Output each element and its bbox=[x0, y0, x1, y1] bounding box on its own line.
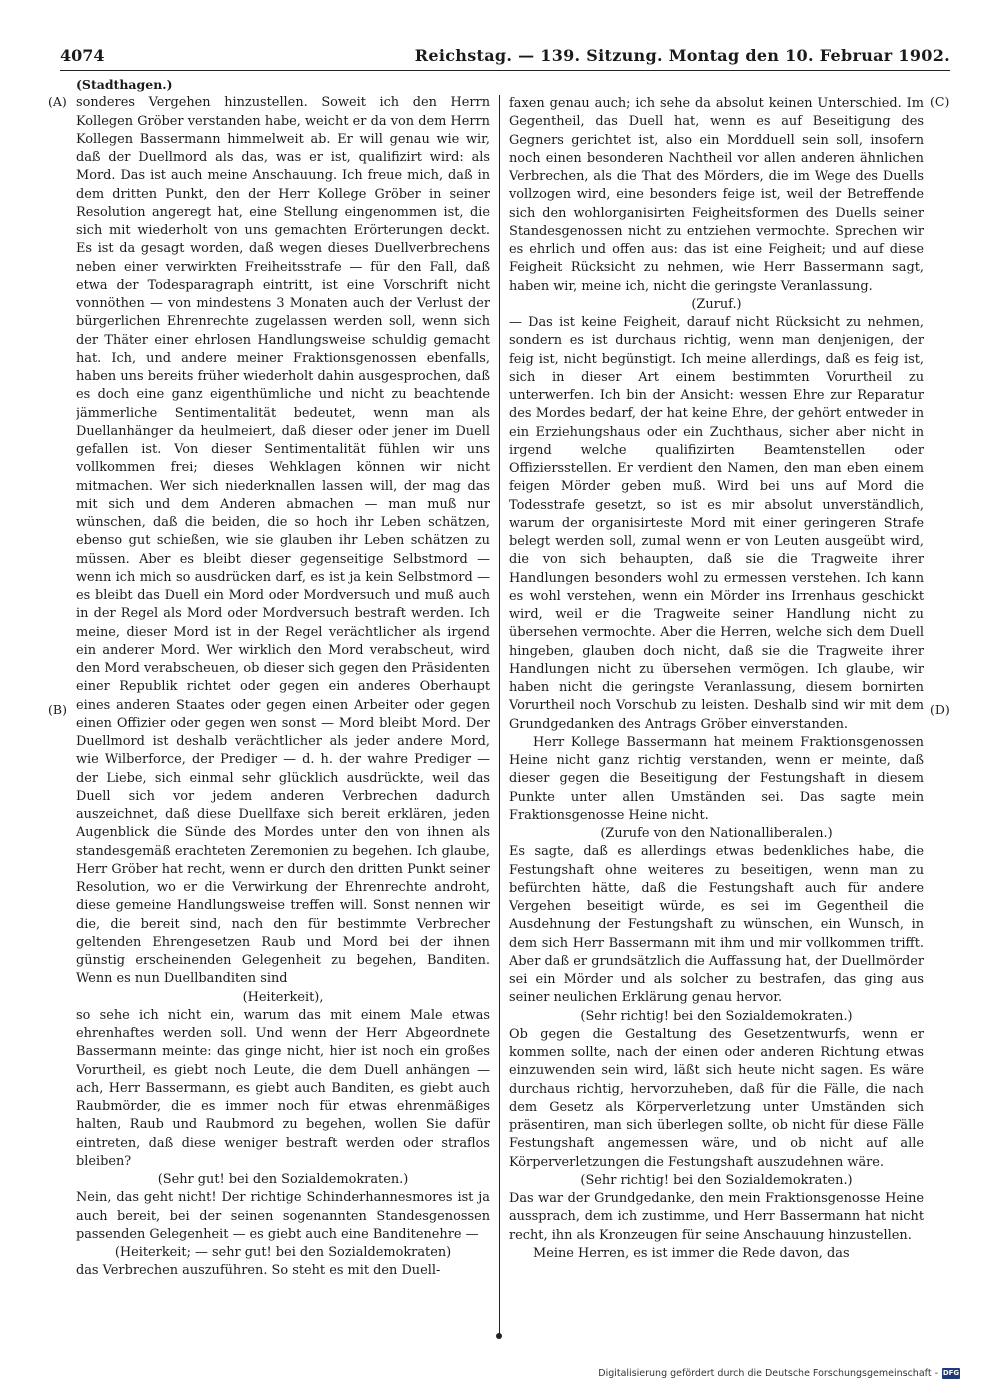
interjection: (Zurufe von den Nationalliberalen.) bbox=[600, 826, 833, 841]
paragraph: Das war der Grundgedanke, den mein Fraktionsgenosse Heine aussprach, dem ich zustimme, und Herr Bassermann hat nicht recht, ihn als Kronzeugen für seine Anschauung hinzustellen. bbox=[509, 1191, 924, 1243]
margin-marker-a: (A) bbox=[48, 94, 67, 109]
margin-marker-d: (D) bbox=[930, 702, 950, 717]
paragraph: faxen genau auch; ich sehe da absolut keinen Unterschied. Im Gegentheil, das Duell hat, wenn es auf Beseitigung des Gegners gerichtet ist, also ein Mordduell sein soll, insofern noch einen besonderen Nachtheil vor allen anderen ähnlichen Verbrechen, als die That des Mörders, die im Wege des Duells vollzogen wird, eine besonders feige ist, weil der Betreffende sich den wohlorganisirten Feigheitsformen des Duells seiner Standesgenossen nicht zu entziehen vermochte. Sprechen wir es ehrlich und offen aus: das ist eine Feigheit; und auf diese Feigheit Rücksicht zu nehmen, wie Herr Bassermann sagt, haben wir, meine ich, nicht die geringste Veranlassung. bbox=[509, 96, 924, 294]
paragraph: das Verbrechen auszuführen. So steht es mit den Duell- bbox=[76, 1263, 441, 1279]
paragraph: Herr Kollege Bassermann hat meinem Fraktionsgenossen Heine nicht ganz richtig verstanden, wenn er meinte, daß dieser gegen die Beseitigung der Festungshaft in diesem Punkte unter allen Umständen sei. Das sagte mein Fraktionsgenosse Heine nicht. bbox=[509, 734, 924, 823]
interjection: (Heiterkeit; — sehr gut! bei den Sozialdemokraten) bbox=[114, 1245, 452, 1260]
right-column bbox=[509, 95, 924, 1327]
page-header bbox=[60, 46, 950, 71]
paragraph: Meine Herren, es ist immer die Rede davon, das bbox=[533, 1245, 850, 1261]
margin-marker-b: (B) bbox=[48, 702, 67, 717]
paragraph: sonderes Vergehen hinzustellen. Soweit ich den Herrn Kollegen Gröber verstanden habe, weicht er da von dem Herrn Kollegen Bassermann himmelweit ab. Er will genau wie wir, daß der Duellmord als das, was er ist, qualifizirt wird: als Mord. Das ist auch meine Anschauung. Ich freue mich, daß in dem dritten Punkt, den der Herr Kollege Gröber in seiner Resolution angeregt hat, eine Stellung eingenommen ist, die sich mit wiederholt von uns gemachten Erörterungen deckt. Es ist da gesagt worden, daß wegen dieses Duellverbrechens neben einer verwirkten Freiheitsstrafe — für den Fall, daß etwa der Todesparagraph eintritt, ist eine Vorschrift nicht vonnöthen — von mindestens 3 Monaten auch der Verlust der bürgerlichen Ehrenrechte zugelassen werden soll, wenn sich der Thäter einer ehrlosen Handlungsweise schuldig gemacht hat. Ich, und andere meiner Fraktionsgenossen ebenfalls, haben uns bereits früher wiederholt dahin ausgesprochen, daß es doch eine ganz eigenthümliche und nicht zu beachtende jämmerliche Sentimentalität bedeutet, wenn man als Duellanhänger da heulmeiert, daß dieser oder jener im Duell gefallen ist. Von dieser Sentimentalität fühlen wir uns vollkommen frei; dieses Wehklagen können wir nicht mitmachen. Wer sich niederknallen lassen will, der mag das mit sich und dem Anderen abmachen — man muß nur wünschen, daß die beiden, die so hoch ihr Leben schätzen, ebenso gut schießen, wie sie glauben ihr Leben schätzen zu müssen. Aber es bleibt dieser gegenseitige Selbstmord — wenn ich mich so ausdrücken darf, es ist ja kein Selbstmord — es bleibt das Duell ein Mord oder Mordversuch und muß auch in der Regel als Mord oder Mordversuch bestraft werden. Ich meine, dieser Mord ist in der Regel verächtlicher als irgend ein anderer Mord. Wer wirklich den Mord verabscheut, wird den Mord verabscheuen, ob dieser sich gegen den Präsidenten einer Republik richtet oder gegen ein anderes Oberhaupt eines anderen Staates oder gegen einen Arbeiter oder gegen einen Offizier oder gegen wen sonst — Mord bleibt Mord. Der Duellmord ist deshalb verächtlicher als jeder andere Mord, wie Wilberforce, der Prediger — d. h. der wahre Prediger — der Liebe, sich einmal sehr glücklich ausdrückte, weil das Duell sich vor jedem anderen Verbrechen dadurch auszeichnet, daß diese Duellfaxe sich bereit erklären, jeden Augenblick die Sünde des Mordes unter den von ihnen als standesgemäß erachteten Zeremonien zu begehen. Ich glaube, Herr Gröber hat recht, wenn er durch den dritten Punkt seiner Resolution, wo er die Verwirkung der Ehrenrechte androht, diese gemeine Handlungsweise treffen will. Sonst nennen wir die, die bereit sind, nach den für bestimmte Verbrecher geltenden Ehrengesetzen Raub und Mord bei der ihnen günstig erscheinenden Gelegenheit zu begehen, Banditen. Wenn es nun Duellbanditen sind bbox=[76, 95, 490, 987]
column-divider bbox=[499, 95, 500, 1335]
interjection: (Heiterkeit), bbox=[242, 989, 324, 1005]
interjection: (Sehr richtig! bei den Sozialdemokraten.) bbox=[580, 1172, 853, 1188]
paragraph: Nein, das geht nicht! Der richtige Schinderhannesmores ist ja auch bereit, bei der seinen sogenannten Standesgenossen passenden Gelegenheit — es giebt auch eine Banditenehre — bbox=[76, 1190, 490, 1242]
paragraph: so sehe ich nicht ein, warum das mit einem Male etwas ehrenhaftes werden soll. Und wenn der Herr Abgeordnete Bassermann meinte: das ginge nicht, hier ist noch ein großes Vorurtheil, es giebt noch Leute, die dem Duell anhängen — ach, Herr Bassermann, es giebt auch Banditen, es giebt auch Raubmörder, die es immer noch für etwas ehrenmäßiges halten, Raub und Raubmord zu begehen, wollen Sie dafür eintreten, daß diese weniger bestraft werden oder straflos bleiben? bbox=[76, 1007, 490, 1169]
divider-ornament bbox=[496, 1333, 502, 1339]
interjection: (Zuruf.) bbox=[691, 296, 742, 312]
dfg-logo: DFG bbox=[942, 1369, 960, 1377]
left-column bbox=[76, 76, 490, 1338]
interjection: (Sehr richtig! bei den Sozialdemokraten.) bbox=[580, 1008, 853, 1024]
speaker-name: (Stadthagen.) bbox=[76, 77, 173, 92]
paragraph: — Das ist keine Feigheit, darauf nicht Rücksicht zu nehmen, sondern es ist durchaus richtig, wenn man denjenigen, der feig ist, nicht begünstigt. Ich meine allerdings, daß es feig ist, sich in dieser Art einem bestimmten Vorurtheil zu unterwerfen. Ich bin der Ansicht: wessen Ehre zur Reparatur des Mordes bedarf, der hat keine Ehre, der gehört entweder in ein Erziehungshaus oder ein Zuchthaus, sicher aber nicht in irgend welche qualifizirten Beamtenstellen oder Offiziersstellen. Er verdient den Namen, den man eben einem feigen Mörder geben muß. Wird bei uns auf Mord die Todesstrafe gesetzt, so ist es mir absolut unverständlich, warum der organisirteste Mord mit einer geringeren Strafe belegt werden soll, zumal wenn er von Leuten ausgeübt wird, die von sich behaupten, daß sie die Tragweite ihrer Handlungen besonders wohl zu ermessen verstehen. Ich kann es wohl verstehen, wenn ein Mörder ins Irrenhaus geschickt wird, weil er die Tragweite seiner Handlung nicht zu übersehen vermochte. Aber die Herren, welche sich dem Duell hingeben, glauben doch nicht, daß sie die Tragweite ihrer Handlungen nicht zu übersehen vermögen. Ich glaube, wir haben nicht die geringste Veranlassung, diesem bornirten Vorurtheil noch Vorschub zu leisten. Deshalb sind wir mit dem Grundgedanken des Antrags Gröber einverstanden. bbox=[509, 315, 924, 732]
paragraph: Es sagte, daß es allerdings etwas bedenkliches habe, die Festungshaft ohne weiteres zu beseitigen, wenn man zu befürchten hätte, daß die Festungshaft auch für andere Vergehen beseitigt würde, es sei im Gegentheil die Ausdehnung der Festungshaft zu wünschen, ein Wunsch, in dem sich Herr Bassermann mit ihm und mir vollkommen trifft. Aber daß er grundsätzlich die Auffassung hat, der Duellmörder sei ein Mörder und als solcher zu bestrafen, das ging aus seiner neulichen Erklärung genau hervor. bbox=[509, 844, 924, 1006]
interjection: (Sehr gut! bei den Sozialdemokraten.) bbox=[157, 1172, 409, 1187]
paragraph: Ob gegen die Gestaltung des Gesetzentwurfs, wenn er kommen sollte, nach der einen oder anderen Richtung etwas einzuwenden sein wird, läßt sich heute nicht sagen. Es wäre durchaus richtig, hervorzuheben, daß für die Fälle, die nach dem Gesetz als Körperverletzung unter Umständen sich präsentiren, man sich überlegen sollte, ob nicht für diese Fälle Festungshaft angemessen wäre, und ob nicht auf alle Körperverletzungen die Festungshaft auszudehnen wäre. bbox=[509, 1026, 924, 1170]
footer-text: Digitalisierung gefördert durch die Deutsche Forschungsgemeinschaft - bbox=[598, 1368, 938, 1379]
footer-credit bbox=[598, 1368, 960, 1379]
page-number: 4074 bbox=[60, 46, 105, 65]
running-head: Reichstag. — 139. Sitzung. Montag den 10. Februar 1902. bbox=[414, 46, 950, 65]
margin-marker-c: (C) bbox=[930, 94, 950, 109]
